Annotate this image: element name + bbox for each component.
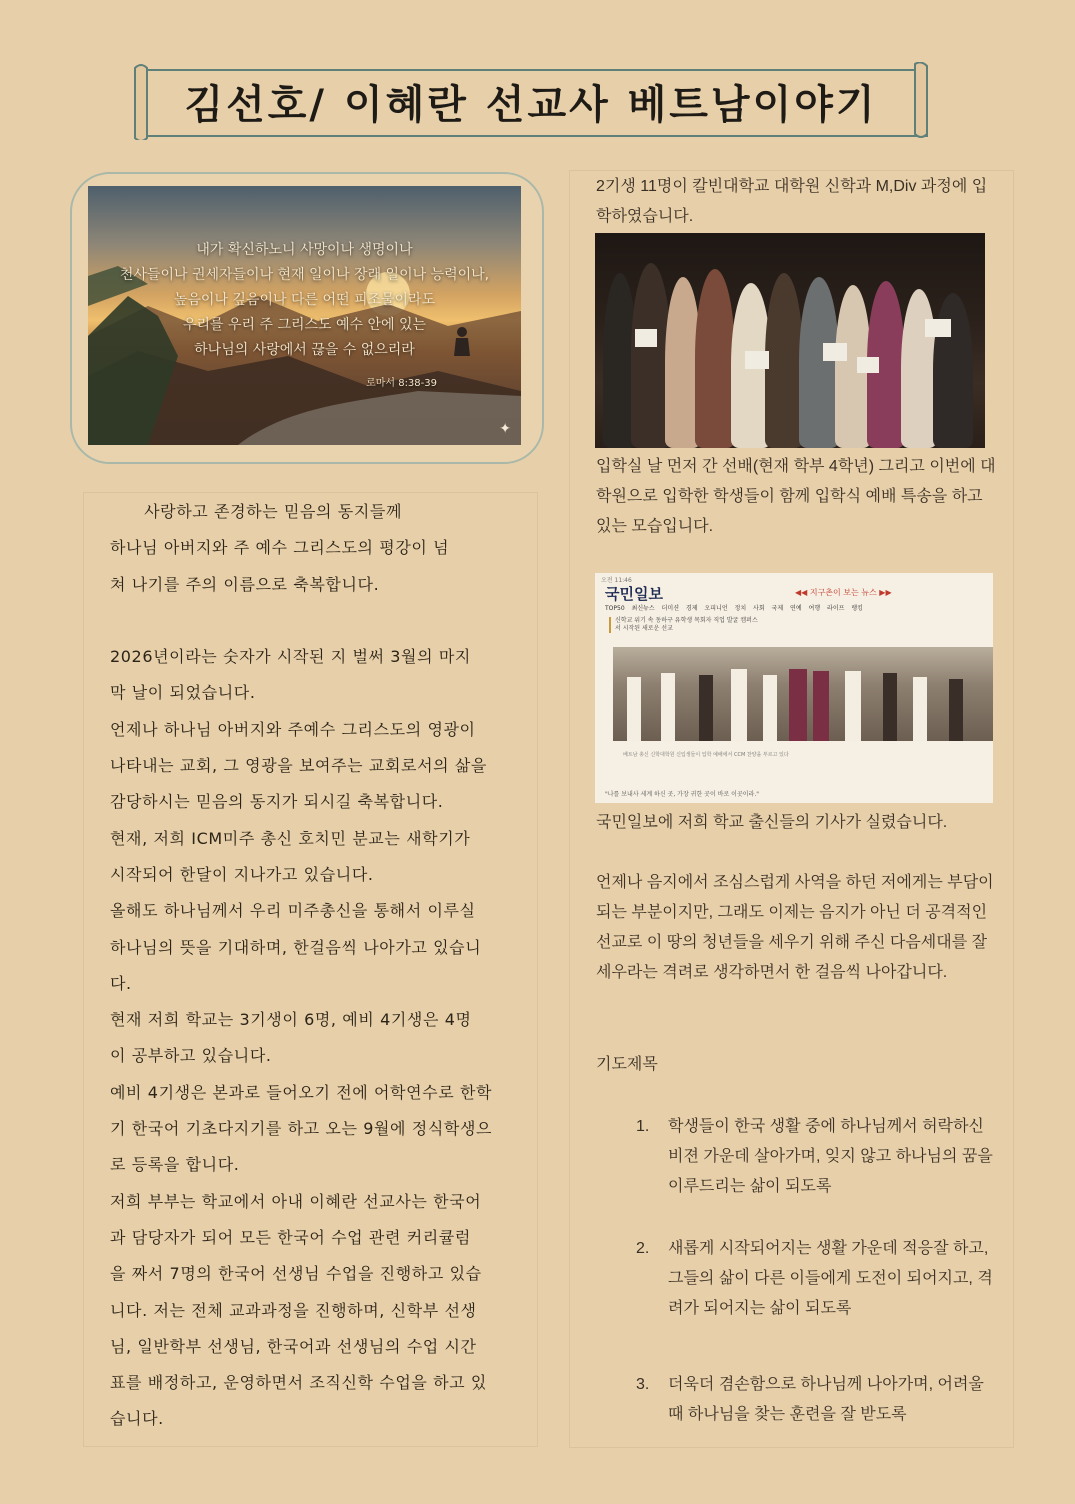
- letter-line: 과 담당자가 되어 모든 한국어 수업 관련 커리큘럼: [110, 1227, 471, 1247]
- prayer-item: [636, 1234, 996, 1324]
- sparkle-icon: ✦: [499, 421, 511, 437]
- hero-image: [88, 186, 521, 445]
- letter-line: 감당하시는 믿음의 동지가 되시길 축복합니다.: [110, 792, 444, 812]
- intro-text: 2기생 11명이 칼빈대학교 대학원 신학과 M,Div 과정에 입학하였습니다.: [596, 178, 988, 225]
- letter-line: 습니다.: [110, 1409, 164, 1429]
- letter-line: 예비 4기생은 본과로 들어오기 전에 어학연수로 한학: [110, 1082, 493, 1102]
- letter-box: [83, 492, 538, 1447]
- letter-line: 기 한국어 기초다지기를 하고 오는 9월에 정식학생으: [110, 1119, 493, 1139]
- letter-line: 올해도 하나님께서 우리 미주총신을 통해서 이루실: [110, 901, 476, 921]
- reflection-text: 언제나 음지에서 조심스럽게 사역을 하던 저에게는 부담이 되는 부분이지만, 그래도 이제는 음지가 아닌 더 공격적인 선교로 이 땅의 청년들을 세우기 위해 주신 다음세대를 잘 세우라는 격려로 생각하면서 한 걸음씩 나아갑니다.: [596, 874, 994, 981]
- prayer-number: 3.: [636, 1376, 650, 1393]
- prayer-title: 기도제목: [596, 1056, 658, 1073]
- news-headline: 신학교 위기 속 동하구 유학생 목회자 직업 발굴 캠퍼스서 시작된 새로운 선교: [609, 617, 759, 633]
- letter-line: 표를 배정하고, 운영하면서 조직신학 수업을 하고 있: [110, 1373, 487, 1393]
- news-caption: 국민일보에 저희 학교 출신들의 기사가 실렸습니다.: [596, 814, 948, 831]
- letter-line: 현재 저희 학교는 3기생이 6명, 예비 4기생은 4명: [110, 1010, 472, 1030]
- letter-line: 하나님의 뜻을 기대하며, 한걸음씩 나아가고 있습니: [110, 937, 482, 957]
- letter-line: 님, 일반학부 선생님, 한국어과 선생님의 수업 시간: [110, 1336, 477, 1356]
- news-tagline: ◀◀ 지구촌이 보는 뉴스 ▶▶: [795, 588, 892, 597]
- letter-line: 로 등록을 합니다.: [110, 1155, 240, 1175]
- photo-caption: 입학실 날 먼저 간 선배(현재 학부 4학년) 그리고 이번에 대학원으로 입학한 학생들이 함께 입학식 예배 특송을 하고 있는 모습입니다.: [596, 458, 996, 535]
- prayer-item: [636, 1370, 996, 1430]
- news-photo: [613, 647, 993, 741]
- bible-reference: 로마서 8:38-39: [366, 378, 437, 389]
- letter-line: 저희 부부는 학교에서 아내 이혜란 선교사는 한국어: [110, 1191, 482, 1211]
- news-quote: "나를 보내사 세계 하신 곳, 가장 귀한 곳이 바로 이곳이라.": [605, 791, 760, 798]
- letter-line: 을 짜서 7명의 한국어 선생님 수업을 진행하고 있습: [110, 1264, 482, 1284]
- letter-line: 언제나 하나님 아버지와 주예수 그리스도의 영광이: [110, 719, 476, 739]
- letter-line: 나타내는 교회, 그 영광을 보여주는 교회로서의 삶을: [110, 756, 487, 776]
- news-nav: TOP50 최신뉴스 더미션 경제 오피니언 정치 사회 국제 연예 여행 라이프 랭킹: [605, 605, 863, 612]
- letter-line: 막 날이 되었습니다.: [110, 683, 256, 703]
- prayer-item: [636, 1112, 996, 1202]
- quote-line: 우리를 우리 주 그리스도 예수 안에 있는: [182, 317, 427, 333]
- letter-line: 니다. 저는 전체 교과과정을 진행하며, 신학부 선생: [110, 1300, 477, 1320]
- letter-line: 하나님 아버지와 주 예수 그리스도의 평강이 넘: [110, 538, 450, 558]
- quote-line: 하나님의 사랑에서 끊을 수 없으리라: [194, 342, 415, 358]
- letter-line: 쳐 나기를 주의 이름으로 축복합니다.: [110, 574, 380, 594]
- news-status: 오전 11:46: [601, 577, 632, 584]
- letter-line: 시작되어 한달이 지나가고 있습니다.: [110, 864, 374, 884]
- prayer-text: 학생들이 한국 생활 중에 하나님께서 허락하신 비젼 가운데 살아가며, 잊지 않고 하나님의 꿈을 이루드리는 삶이 되도록: [668, 1118, 993, 1195]
- letter-line: 다.: [110, 973, 132, 993]
- quote-line: 높음이나 깊음이나 다른 어떤 피조물이라도: [173, 292, 436, 308]
- letter-line: 사랑하고 존경하는 믿음의 동지들께: [110, 502, 403, 521]
- prayer-number: 1.: [636, 1118, 650, 1135]
- letter-line: 2026년이라는 숫자가 시작된 지 벌써 3월의 마지: [110, 647, 471, 667]
- letter-line: 이 공부하고 있습니다.: [110, 1046, 272, 1066]
- prayer-number: 2.: [636, 1240, 650, 1257]
- quote-line: 내가 확신하노니 사망이나 생명이나: [196, 242, 413, 258]
- letter-line: [110, 603, 519, 639]
- news-photo-caption: 베트남 총신 신학대학원 신입생들이 입학 예배에서 CCM 찬양을 부르고 있다: [623, 752, 789, 758]
- title-banner: [131, 62, 931, 140]
- news-screenshot: [595, 573, 993, 803]
- prayer-text: 새롭게 시작되어지는 생활 가운데 적응잘 하고, 그들의 삶이 다른 이들에게 도전이 되어지고, 격려가 되어지는 삶이 되도록: [668, 1240, 993, 1317]
- bible-quote: [108, 238, 501, 363]
- news-choir-figures: [613, 647, 993, 741]
- quote-line: 천사들이나 권세자들이나 현재 일이나 장래 일이나 능력이나,: [119, 267, 490, 283]
- news-logo: 국민일보: [605, 586, 663, 603]
- prayer-text: 더욱더 겸손함으로 하나님께 나아가며, 어려울 때 하나님을 찾는 훈련을 잘 받도록: [668, 1376, 984, 1423]
- page-title: 김선호/ 이혜란 선교사 베트남이야기: [184, 81, 878, 128]
- letter-line: 현재, 저희 ICM미주 총신 호치민 분교는 새학기가: [110, 828, 471, 848]
- choir-photo: [595, 233, 985, 448]
